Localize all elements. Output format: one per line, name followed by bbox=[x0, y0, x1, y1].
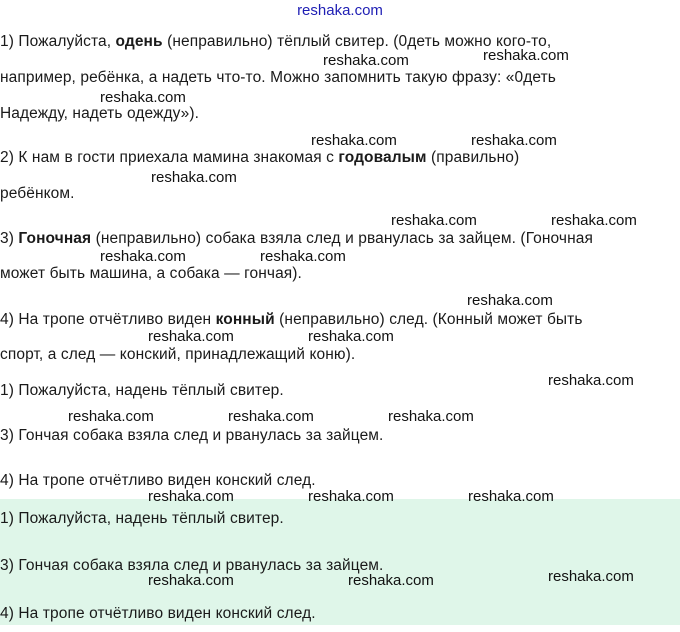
highlighted-word: конный bbox=[215, 311, 275, 328]
explanation-4-line-1: 4) На тропе отчётливо виден конный (неправильно) след. (Конный может быть bbox=[0, 311, 583, 328]
watermark: reshaka.com bbox=[388, 408, 474, 425]
watermark: reshaka.com bbox=[308, 488, 394, 505]
corrected-sentence-3: 3) Гончая собака взяла след и рванулась за зайцем. bbox=[0, 427, 384, 444]
watermark: reshaka.com bbox=[100, 89, 186, 106]
watermark: reshaka.com bbox=[323, 52, 409, 69]
watermark: reshaka.com bbox=[548, 568, 634, 585]
watermark: reshaka.com bbox=[548, 372, 634, 389]
watermark: reshaka.com bbox=[391, 212, 477, 229]
watermark: reshaka.com bbox=[551, 212, 637, 229]
watermark: reshaka.com bbox=[471, 132, 557, 149]
answer-sentence-3: 3) Гончая собака взяла след и рванулась за зайцем. bbox=[0, 557, 384, 574]
highlighted-word: одень bbox=[115, 33, 163, 50]
watermark: reshaka.com bbox=[148, 488, 234, 505]
explanation-2-line-2: ребёнком. bbox=[0, 185, 75, 202]
answer-sentence-1: 1) Пожалуйста, надень тёплый свитер. bbox=[0, 510, 284, 527]
watermark: reshaka.com bbox=[100, 248, 186, 265]
explanation-1-line-2: например, ребёнка, а надеть что-то. Можно запомнить такую фразу: «0деть bbox=[0, 69, 556, 86]
watermark: reshaka.com bbox=[468, 488, 554, 505]
explanation-3-line-1: 3) Гоночная (неправильно) собака взяла след и рванулась за зайцем. (Гоночная bbox=[0, 230, 593, 247]
corrected-sentence-1: 1) Пожалуйста, надень тёплый свитер. bbox=[0, 382, 284, 399]
watermark: reshaka.com bbox=[148, 572, 234, 589]
watermark: reshaka.com bbox=[308, 328, 394, 345]
explanation-2-line-1: 2) К нам в гости приехала мамина знакомая с годовалым (правильно) bbox=[0, 149, 520, 166]
explanation-1-line-3: Надежду, надеть одежду»). bbox=[0, 105, 200, 122]
watermark: reshaka.com bbox=[151, 169, 237, 186]
watermark: reshaka.com bbox=[148, 328, 234, 345]
explanation-3-line-2: может быть машина, а собака — гончая). bbox=[0, 265, 302, 282]
site-header[interactable]: reshaka.com bbox=[297, 2, 383, 19]
watermark: reshaka.com bbox=[311, 132, 397, 149]
watermark: reshaka.com bbox=[483, 47, 569, 64]
explanation-1-line-1: 1) Пожалуйста, одень (неправильно) тёплый свитер. (0деть можно кого-то, bbox=[0, 33, 552, 50]
watermark: reshaka.com bbox=[467, 292, 553, 309]
answer-sentence-4: 4) На тропе отчётливо виден конский след. bbox=[0, 605, 316, 622]
corrected-sentence-4: 4) На тропе отчётливо виден конский след. bbox=[0, 472, 316, 489]
explanation-4-line-2: спорт, а след — конский, принадлежащий коню). bbox=[0, 346, 356, 363]
highlighted-word: Гоночная bbox=[18, 230, 92, 247]
highlighted-word: годовалым bbox=[338, 149, 427, 166]
watermark: reshaka.com bbox=[260, 248, 346, 265]
watermark: reshaka.com bbox=[228, 408, 314, 425]
watermark: reshaka.com bbox=[68, 408, 154, 425]
watermark: reshaka.com bbox=[348, 572, 434, 589]
